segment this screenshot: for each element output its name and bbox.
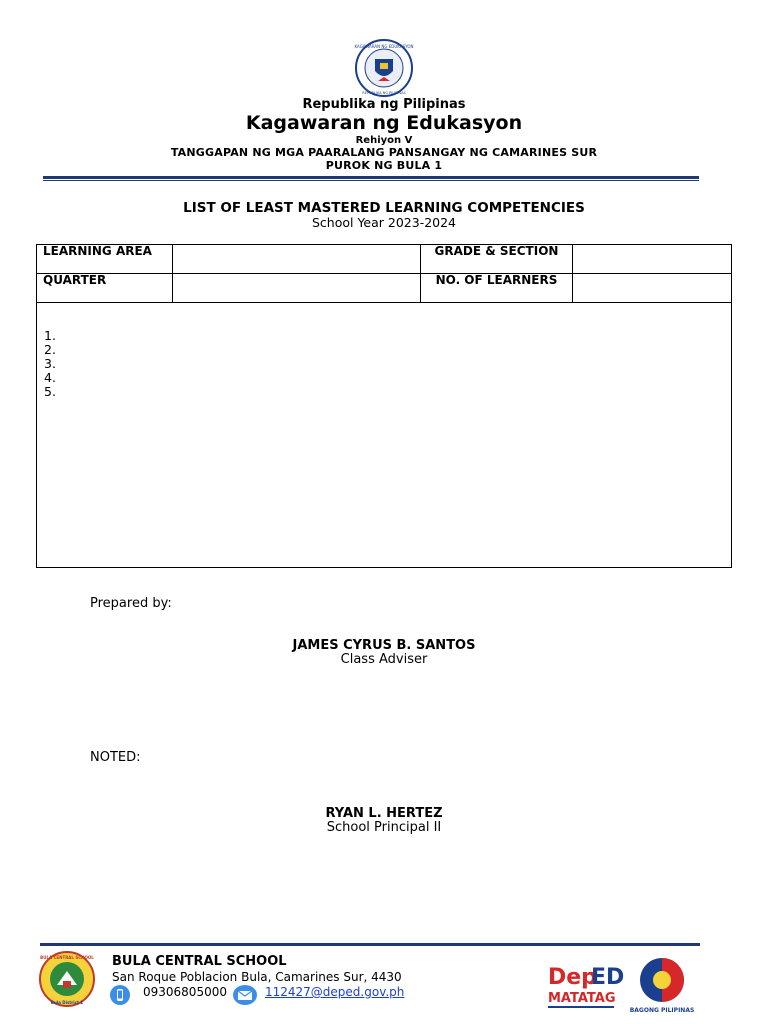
competencies-box[interactable] [36, 301, 732, 568]
list-item: 5. [44, 384, 56, 399]
prepared-by-label: Prepared by: [90, 596, 172, 611]
svg-text:BAGONG PILIPINAS: BAGONG PILIPINAS [629, 1007, 695, 1014]
header-rule-thin [43, 180, 699, 181]
info-table [36, 244, 732, 303]
svg-text:REPUBLIKA NG PILIPINAS: REPUBLIKA NG PILIPINAS [362, 91, 406, 95]
agency-heading: Kagawaran ng Edukasyon [245, 112, 523, 134]
footer-rule [40, 943, 700, 946]
bagong-pilipinas-logo [627, 956, 697, 1014]
republika-heading: Republika ng Pilipinas [302, 97, 466, 112]
svg-text:Dep: Dep [548, 965, 597, 990]
district-heading: PUROK NG BULA 1 [325, 159, 443, 172]
svg-text:Bula District 1: Bula District 1 [50, 1000, 84, 1005]
document-title: LIST OF LEAST MASTERED LEARNING COMPETENCIES [183, 200, 585, 216]
adviser-name: JAMES CYRUS B. SANTOS [292, 638, 476, 653]
list-item: 1. [44, 328, 56, 343]
svg-text:MATATAG: MATATAG [548, 991, 616, 1006]
adviser-position: Class Adviser [340, 652, 428, 667]
learning-area-label: LEARNING AREA [37, 245, 173, 274]
grade-section-label: GRADE & SECTION [421, 245, 573, 274]
learners-label: NO. OF LEARNERS [421, 274, 573, 303]
competencies-list [44, 329, 56, 399]
division-heading: TANGGAPAN NG MGA PAARALANG PANSANGAY NG CAMARINES SUR [170, 146, 598, 159]
learners-field[interactable] [573, 274, 732, 303]
deped-seal-logo [351, 39, 417, 97]
svg-text:ED: ED [591, 965, 625, 990]
svg-text:BULA CENTRAL SCHOOL: BULA CENTRAL SCHOOL [40, 955, 94, 960]
region-heading: Rehiyon V [355, 135, 413, 146]
principal-name: RYAN L. HERTEZ [325, 806, 443, 821]
svg-text:KAGAWARAN NG EDUKASYON: KAGAWARAN NG EDUKASYON [354, 44, 414, 49]
principal-position: School Principal II [326, 820, 442, 835]
school-phone: 09306805000 [143, 985, 227, 999]
quarter-field[interactable] [173, 274, 421, 303]
quarter-label: QUARTER [37, 274, 173, 303]
list-item: 3. [44, 356, 56, 371]
school-address: San Roque Poblacion Bula, Camarines Sur, 4430 [112, 970, 402, 984]
table-row [37, 274, 732, 303]
learning-area-field[interactable] [173, 245, 421, 274]
deped-matatag-logo [546, 958, 625, 1012]
list-item: 4. [44, 370, 56, 385]
school-email-link[interactable]: 112427@deped.gov.ph [265, 985, 405, 999]
list-item: 2. [44, 342, 56, 357]
header-rule [43, 176, 699, 179]
school-logo [35, 951, 99, 1007]
grade-section-field[interactable] [573, 245, 732, 274]
mail-icon [233, 985, 257, 1005]
school-year: School Year 2023-2024 [311, 215, 457, 230]
phone-icon [110, 985, 130, 1005]
noted-label: NOTED: [90, 750, 141, 765]
table-row [37, 245, 732, 274]
school-name: BULA CENTRAL SCHOOL [112, 954, 287, 969]
